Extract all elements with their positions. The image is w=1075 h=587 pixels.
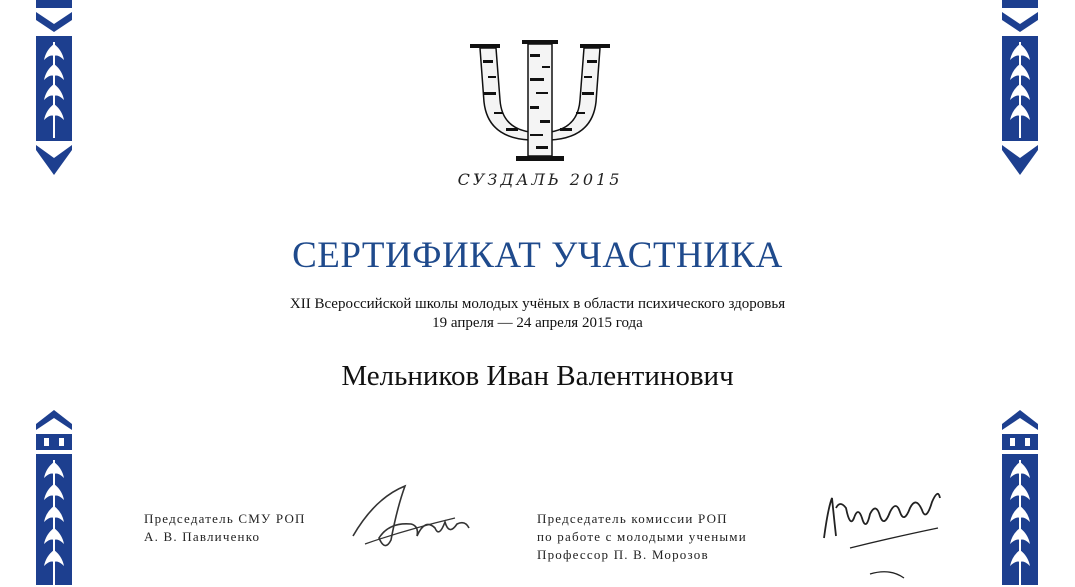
event-dates: 19 апреля — 24 апреля 2015 года	[432, 315, 643, 331]
certificate-title: СЕРТИФИКАТ УЧАСТНИКА	[292, 235, 783, 276]
event-description: XII Всероссийской школы молодых учёных в области психического здоровья	[289, 296, 786, 312]
signature-right-image	[810, 478, 950, 587]
signatory-right-department: по работе с молодыми учеными	[537, 529, 747, 544]
signatory-left-position: Председатель СМУ РОП	[144, 511, 306, 526]
ornament-top-left	[32, 0, 76, 175]
ornament-bottom-right	[998, 410, 1042, 585]
recipient-name: Мельников Иван Валентинович	[341, 360, 734, 392]
signatory-right-name: Профессор П. В. Морозов	[537, 547, 709, 562]
psi-birch-logo-icon	[470, 40, 610, 170]
signatory-left	[144, 510, 306, 546]
signature-left-image	[345, 478, 485, 562]
signatory-left-name: А. В. Павличенко	[144, 529, 261, 544]
ornament-top-right	[998, 0, 1042, 175]
signatory-right-position: Председатель комиссии РОП	[537, 511, 728, 526]
signatory-right	[537, 510, 747, 564]
ornament-bottom-left	[32, 410, 76, 585]
city-year-label: СУЗДАЛЬ 2015	[457, 170, 623, 189]
